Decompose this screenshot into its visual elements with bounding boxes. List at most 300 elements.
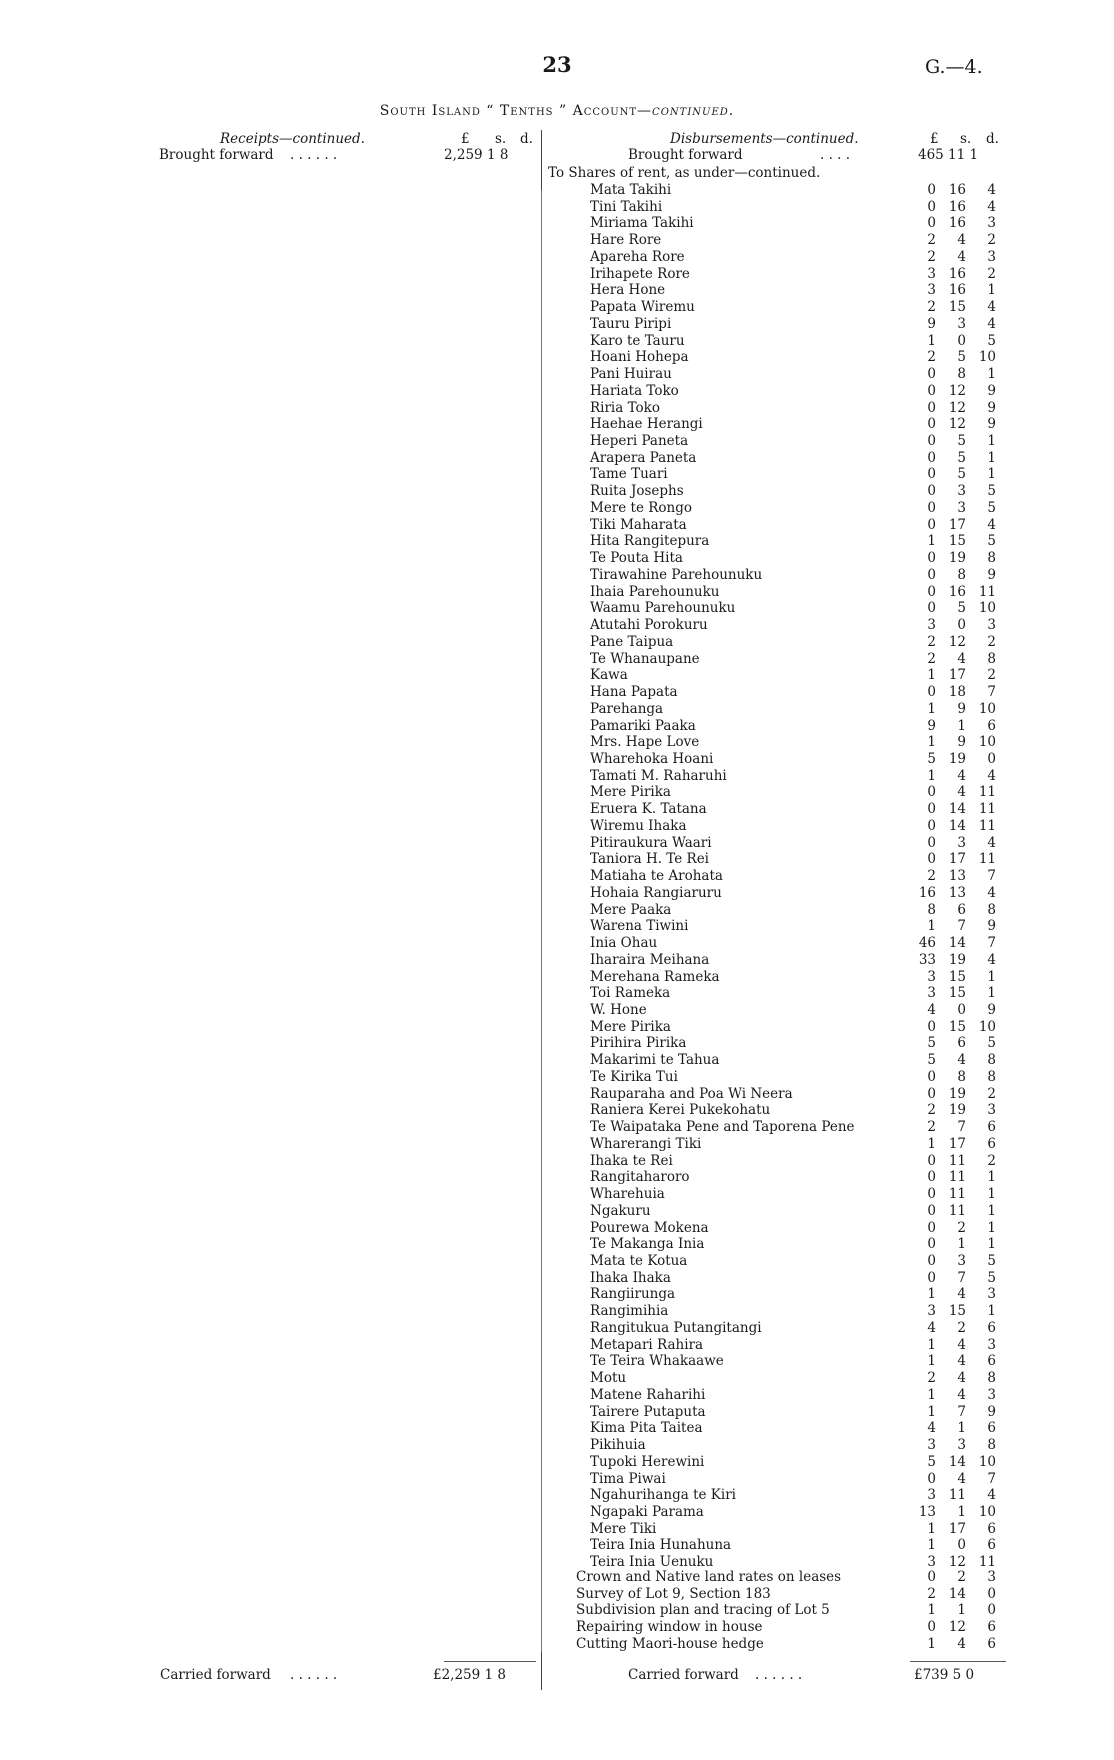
- table-row: [590, 249, 1010, 266]
- payee-name: Tupoki Herewini: [590, 1453, 705, 1470]
- amount-shillings: 5: [957, 349, 966, 366]
- payee-name: Mata Takihi: [590, 182, 672, 198]
- amount-pounds: 0: [927, 399, 936, 416]
- amount-pence: 3: [987, 1569, 996, 1585]
- table-row: [590, 299, 1010, 316]
- table-row: [590, 1320, 1010, 1337]
- table-row: [590, 1153, 1010, 1170]
- payee-name: Teira Inia Uenuku: [590, 1554, 714, 1571]
- amount-pounds: 1: [927, 700, 936, 717]
- amount-pence: 1: [987, 282, 996, 299]
- amount-pounds: 0: [927, 433, 936, 450]
- amount-pence: 1: [987, 1303, 996, 1320]
- table-row: [590, 1387, 1010, 1404]
- payee-name: Irihapete Rore: [590, 265, 690, 282]
- amount-shillings: 19: [948, 1085, 966, 1102]
- payee-name: Heperi Paneta: [590, 433, 689, 450]
- amount-shillings: 15: [948, 985, 966, 1002]
- amount-pounds: 4: [927, 1319, 936, 1336]
- payee-name: Pourewa Mokena: [590, 1219, 709, 1236]
- amount-shillings: 15: [948, 1018, 966, 1035]
- table-row: [590, 851, 1010, 868]
- amount-pounds: 1: [927, 1635, 936, 1652]
- amount-shillings: 16: [948, 198, 966, 215]
- disbursements-brought-forward-amount: 465 11 1: [918, 147, 979, 163]
- amount-shillings: 17: [948, 667, 966, 684]
- amount-pence: 7: [987, 935, 996, 952]
- amount-pounds: 0: [927, 583, 936, 600]
- amount-pounds: 46: [918, 935, 936, 952]
- payee-name: Wharehoka Hoani: [590, 750, 714, 767]
- amount-shillings: 7: [957, 1269, 966, 1286]
- payee-name: Haehae Herangi: [590, 416, 703, 433]
- amount-pounds: 4: [927, 1420, 936, 1437]
- amount-pence: 8: [987, 901, 996, 918]
- table-row: [590, 1454, 1010, 1471]
- receipts-pence-header: d.: [520, 131, 533, 147]
- amount-pounds: 1: [927, 1520, 936, 1537]
- amount-pence: 6: [987, 1537, 996, 1554]
- table-row: [590, 333, 1010, 350]
- amount-pence: 8: [987, 1052, 996, 1069]
- amount-pounds: 5: [927, 1052, 936, 1069]
- amount-pounds: 1: [927, 1286, 936, 1303]
- amount-shillings: 16: [948, 583, 966, 600]
- amount-shillings: 11: [948, 1169, 966, 1186]
- amount-pounds: 2: [927, 1585, 936, 1602]
- table-row: [590, 835, 1010, 852]
- amount-shillings: 19: [948, 750, 966, 767]
- amount-shillings: 19: [948, 550, 966, 567]
- payee-name: Te Waipataka Pene and Taporena Pene: [590, 1119, 855, 1136]
- amount-shillings: 4: [957, 650, 966, 667]
- amount-shillings: 8: [957, 366, 966, 383]
- table-row: [590, 1471, 1010, 1488]
- table-row: [590, 533, 1010, 550]
- amount-pounds: 0: [927, 366, 936, 383]
- table-row: [590, 316, 1010, 333]
- disbursements-shillings-header: s.: [960, 131, 972, 147]
- payee-name: Matiaha te Arohata: [590, 868, 723, 885]
- amount-shillings: 5: [957, 449, 966, 466]
- shares-table: [590, 182, 1010, 1571]
- amount-pence: 1: [987, 449, 996, 466]
- table-row: [590, 885, 1010, 902]
- payee-name: Iharaira Meihana: [590, 951, 710, 968]
- amount-shillings: 3: [957, 499, 966, 516]
- amount-pounds: 1: [927, 918, 936, 935]
- amount-pence: 9: [987, 1403, 996, 1420]
- amount-pounds: 5: [927, 1035, 936, 1052]
- payee-name: Rangitaharoro: [590, 1169, 690, 1186]
- amount-shillings: 2: [957, 1219, 966, 1236]
- amount-shillings: 7: [957, 918, 966, 935]
- payee-name: Subdivision plan and tracing of Lot 5: [576, 1602, 830, 1619]
- payee-name: Miriama Takihi: [590, 215, 694, 232]
- table-row: [590, 232, 1010, 249]
- disbursements-brought-forward-label: Brought forward: [628, 147, 743, 163]
- payee-name: Rangiirunga: [590, 1286, 676, 1303]
- amount-pence: 8: [987, 550, 996, 567]
- amount-shillings: 16: [948, 182, 966, 198]
- amount-pounds: 0: [927, 182, 936, 198]
- amount-shillings: 7: [957, 1403, 966, 1420]
- amount-shillings: 4: [957, 1353, 966, 1370]
- table-row: [590, 349, 1010, 366]
- payee-name: Parehanga: [590, 700, 664, 717]
- amount-shillings: 1: [957, 1236, 966, 1253]
- account-heading: [0, 103, 1114, 119]
- table-row: [590, 969, 1010, 986]
- amount-pence: 2: [987, 633, 996, 650]
- amount-pounds: 16: [918, 884, 936, 901]
- amount-pounds: 13: [918, 1504, 936, 1521]
- amount-pounds: 0: [927, 1202, 936, 1219]
- amount-pounds: 0: [927, 382, 936, 399]
- payee-name: Rangimihia: [590, 1303, 669, 1320]
- amount-pence: 7: [987, 868, 996, 885]
- heading-suffix: continued.: [652, 103, 735, 119]
- amount-pounds: 0: [927, 1569, 936, 1585]
- amount-shillings: 17: [948, 516, 966, 533]
- amount-pence: 9: [987, 399, 996, 416]
- amount-pounds: 2: [927, 1102, 936, 1119]
- table-row: [576, 1586, 996, 1603]
- payee-name: Tairere Putaputa: [590, 1403, 706, 1420]
- amount-pence: 7: [987, 684, 996, 701]
- amount-shillings: 14: [948, 817, 966, 834]
- amount-shillings: 16: [948, 265, 966, 282]
- table-row: [590, 1487, 1010, 1504]
- amount-pence: 2: [987, 667, 996, 684]
- amount-shillings: 2: [957, 1319, 966, 1336]
- table-row: [590, 1270, 1010, 1287]
- amount-shillings: 15: [948, 968, 966, 985]
- amount-shillings: 6: [957, 901, 966, 918]
- amount-pounds: 0: [927, 1619, 936, 1636]
- amount-shillings: 12: [948, 633, 966, 650]
- amount-shillings: 11: [948, 1202, 966, 1219]
- table-row: [576, 1619, 996, 1636]
- amount-shillings: 4: [957, 1052, 966, 1069]
- amount-shillings: 15: [948, 299, 966, 316]
- receipts-carried-forward-amount: £2,259 1 8: [433, 1667, 506, 1683]
- payee-name: Tirawahine Parehounuku: [590, 566, 763, 583]
- payee-name: Pani Huirau: [590, 366, 672, 383]
- payee-name: Ngapaki Parama: [590, 1504, 704, 1521]
- amount-shillings: 1: [957, 1504, 966, 1521]
- amount-pence: 10: [978, 600, 996, 617]
- disbursements-pounds-header: £: [930, 131, 939, 147]
- amount-shillings: 4: [957, 1336, 966, 1353]
- payee-name: Warena Tiwini: [590, 918, 689, 935]
- amount-shillings: 2: [957, 1569, 966, 1585]
- table-row: [590, 567, 1010, 584]
- table-row: [590, 1286, 1010, 1303]
- amount-pounds: 2: [927, 349, 936, 366]
- amount-pounds: 3: [927, 1437, 936, 1454]
- table-row: [590, 433, 1010, 450]
- table-row: [590, 1404, 1010, 1421]
- payee-name: Mere Pirika: [590, 1018, 671, 1035]
- amount-pence: 5: [987, 499, 996, 516]
- disbursements-pence-header: d.: [986, 131, 999, 147]
- receipts-title: Receipts—continued.: [220, 131, 365, 147]
- amount-pence: 0: [987, 1602, 996, 1619]
- amount-pence: 1: [987, 1186, 996, 1203]
- amount-pence: 11: [978, 784, 996, 801]
- table-row: [590, 517, 1010, 534]
- table-row: [590, 1052, 1010, 1069]
- amount-pounds: 2: [927, 248, 936, 265]
- table-row: [590, 1253, 1010, 1270]
- table-row: [590, 1537, 1010, 1554]
- amount-pounds: 0: [927, 784, 936, 801]
- amount-pence: 10: [978, 349, 996, 366]
- table-row: [576, 1602, 996, 1619]
- payee-name: Karo te Tauru: [590, 332, 685, 349]
- amount-pence: 3: [987, 617, 996, 634]
- payee-name: Pitiraukura Waari: [590, 834, 712, 851]
- amount-pounds: 0: [927, 1068, 936, 1085]
- payee-name: Hera Hone: [590, 282, 666, 299]
- table-row: [590, 584, 1010, 601]
- payee-name: Kawa: [590, 667, 628, 684]
- payee-name: Merehana Rameka: [590, 968, 720, 985]
- amount-pence: 1: [987, 985, 996, 1002]
- payee-name: Tiki Maharata: [590, 516, 687, 533]
- amount-pence: 6: [987, 1353, 996, 1370]
- amount-pounds: 0: [927, 1253, 936, 1269]
- payee-name: Te Pouta Hita: [590, 550, 683, 567]
- amount-pence: 1: [987, 1219, 996, 1236]
- amount-shillings: 1: [957, 717, 966, 734]
- amount-shillings: 16: [948, 282, 966, 299]
- amount-pence: 5: [987, 533, 996, 550]
- table-row: [590, 667, 1010, 684]
- amount-pence: 2: [987, 265, 996, 282]
- amount-pounds: 3: [927, 1487, 936, 1504]
- amount-pence: 9: [987, 416, 996, 433]
- amount-shillings: 18: [948, 684, 966, 701]
- amount-pence: 1: [987, 1236, 996, 1253]
- table-row: [590, 416, 1010, 433]
- amount-shillings: 4: [957, 232, 966, 249]
- receipts-shillings-header: s.: [495, 131, 507, 147]
- amount-pence: 3: [987, 248, 996, 265]
- receipts-total-rule: [444, 1661, 536, 1662]
- amount-shillings: 19: [948, 951, 966, 968]
- amount-pounds: 1: [927, 1135, 936, 1152]
- amount-pence: 6: [987, 1619, 996, 1636]
- amount-shillings: 13: [948, 868, 966, 885]
- amount-pence: 9: [987, 566, 996, 583]
- table-row: [590, 1353, 1010, 1370]
- amount-pounds: 0: [927, 1018, 936, 1035]
- table-row: [590, 1337, 1010, 1354]
- amount-pounds: 1: [927, 1602, 936, 1619]
- table-row: [590, 918, 1010, 935]
- amount-pounds: 0: [927, 1169, 936, 1186]
- amount-pounds: 0: [927, 449, 936, 466]
- amount-pence: 3: [987, 215, 996, 232]
- table-row: [590, 1002, 1010, 1019]
- amount-pounds: 0: [927, 1269, 936, 1286]
- amount-pounds: 1: [927, 533, 936, 550]
- payee-name: Hohaia Rangiaruru: [590, 884, 722, 901]
- payee-name: Raniera Kerei Pukekohatu: [590, 1102, 771, 1119]
- receipts-carried-forward-label: Carried forward: [160, 1667, 271, 1683]
- amount-pounds: 0: [927, 801, 936, 818]
- amount-pence: 4: [987, 834, 996, 851]
- amount-pounds: 3: [927, 1303, 936, 1320]
- amount-shillings: 1: [957, 1602, 966, 1619]
- amount-pounds: 0: [927, 834, 936, 851]
- receipts-pounds-header: £: [461, 131, 470, 147]
- table-row: [590, 1521, 1010, 1538]
- amount-shillings: 3: [957, 1253, 966, 1269]
- amount-pounds: 0: [927, 483, 936, 500]
- table-row: [590, 784, 1010, 801]
- amount-shillings: 14: [948, 935, 966, 952]
- amount-pence: 0: [987, 1585, 996, 1602]
- amount-pounds: 3: [927, 985, 936, 1002]
- amount-pounds: 0: [927, 215, 936, 232]
- amount-shillings: 4: [957, 248, 966, 265]
- amount-pence: 9: [987, 382, 996, 399]
- payee-name: Mrs. Hape Love: [590, 734, 700, 751]
- amount-shillings: 0: [957, 1537, 966, 1554]
- amount-shillings: 4: [957, 1635, 966, 1652]
- table-row: [590, 182, 1010, 199]
- disbursements-brought-forward-dots: . . . .: [820, 147, 851, 163]
- amount-pence: 10: [978, 734, 996, 751]
- amount-shillings: 15: [948, 1303, 966, 1320]
- amount-pounds: 0: [927, 684, 936, 701]
- amount-shillings: 15: [948, 533, 966, 550]
- table-row: [590, 751, 1010, 768]
- table-row: [590, 1169, 1010, 1186]
- payee-name: Ruita Josephs: [590, 483, 684, 500]
- amount-pounds: 5: [927, 1453, 936, 1470]
- payee-name: Taniora H. Te Rei: [590, 851, 710, 868]
- table-row: [590, 215, 1010, 232]
- amount-pence: 6: [987, 1520, 996, 1537]
- amount-pounds: 0: [927, 1236, 936, 1253]
- table-row: [590, 400, 1010, 417]
- table-row: [576, 1569, 996, 1586]
- page-number: 23: [542, 52, 572, 77]
- receipts-brought-forward-amount: 2,259 1 8: [444, 147, 509, 163]
- receipts-brought-forward-dots: . . . . . .: [290, 147, 338, 163]
- payee-name: Cutting Maori-house hedge: [576, 1635, 764, 1652]
- amount-pence: 6: [987, 1119, 996, 1136]
- amount-shillings: 17: [948, 1520, 966, 1537]
- amount-pounds: 1: [927, 1537, 936, 1554]
- table-row: [590, 734, 1010, 751]
- amount-shillings: 17: [948, 1135, 966, 1152]
- amount-shillings: 4: [957, 1286, 966, 1303]
- amount-pounds: 0: [927, 566, 936, 583]
- payee-name: Wharehuia: [590, 1186, 665, 1203]
- table-row: [590, 868, 1010, 885]
- table-row: [590, 952, 1010, 969]
- payee-name: Ihaka Ihaka: [590, 1269, 671, 1286]
- amount-pence: 6: [987, 1135, 996, 1152]
- amount-pence: 4: [987, 884, 996, 901]
- amount-pence: 1: [987, 466, 996, 483]
- amount-pounds: 1: [927, 1336, 936, 1353]
- amount-pounds: 3: [927, 1554, 936, 1571]
- amount-pence: 1: [987, 1202, 996, 1219]
- payee-name: Hoani Hohepa: [590, 349, 689, 366]
- amount-pounds: 0: [927, 851, 936, 868]
- amount-pounds: 4: [927, 1001, 936, 1018]
- table-row: [590, 818, 1010, 835]
- amount-pence: 4: [987, 767, 996, 784]
- payee-name: Tini Takihi: [590, 198, 663, 215]
- table-row: [590, 466, 1010, 483]
- payee-name: Kima Pita Taitea: [590, 1420, 703, 1437]
- payee-name: Tima Piwai: [590, 1470, 666, 1487]
- table-row: [590, 1102, 1010, 1119]
- amount-pence: 3: [987, 1102, 996, 1119]
- payee-name: Rauparaha and Poa Wi Neera: [590, 1085, 793, 1102]
- payee-name: Tame Tuari: [590, 466, 668, 483]
- table-row: [590, 282, 1010, 299]
- shares-heading: To Shares of rent, as under—continued.: [548, 165, 821, 181]
- amount-pence: 5: [987, 483, 996, 500]
- payee-name: Riria Toko: [590, 399, 660, 416]
- payee-name: Metapari Rahira: [590, 1336, 704, 1353]
- payee-name: Hare Rore: [590, 232, 662, 249]
- amount-pounds: 3: [927, 265, 936, 282]
- payee-name: Repairing window in house: [576, 1619, 763, 1636]
- amount-shillings: 11: [948, 1487, 966, 1504]
- amount-pence: 6: [987, 1635, 996, 1652]
- payee-name: Inia Ohau: [590, 935, 658, 952]
- amount-shillings: 16: [948, 215, 966, 232]
- payee-name: Ihaka te Rei: [590, 1152, 673, 1169]
- table-row: [590, 701, 1010, 718]
- amount-pence: 4: [987, 198, 996, 215]
- table-row: [590, 902, 1010, 919]
- amount-shillings: 8: [957, 1068, 966, 1085]
- amount-pounds: 2: [927, 633, 936, 650]
- payee-name: Mere Paaka: [590, 901, 672, 918]
- amount-pounds: 1: [927, 332, 936, 349]
- amount-shillings: 3: [957, 834, 966, 851]
- amount-pence: 4: [987, 299, 996, 316]
- payee-name: Mere te Rongo: [590, 499, 693, 516]
- amount-shillings: 12: [948, 1554, 966, 1571]
- payee-name: Hana Papata: [590, 684, 678, 701]
- amount-pounds: 1: [927, 1403, 936, 1420]
- table-row: [590, 1186, 1010, 1203]
- amount-pounds: 0: [927, 550, 936, 567]
- amount-shillings: 4: [957, 767, 966, 784]
- payee-name: Te Kirika Tui: [590, 1068, 678, 1085]
- heading-prefix: South Island “ Tenths ” Account—: [379, 103, 653, 119]
- amount-shillings: 12: [948, 416, 966, 433]
- receipts-carried-forward-dots: . . . . . .: [290, 1667, 338, 1683]
- payee-name: Mere Tiki: [590, 1520, 657, 1537]
- table-row: [590, 651, 1010, 668]
- amount-pence: 6: [987, 1420, 996, 1437]
- amount-pence: 8: [987, 1370, 996, 1387]
- table-row: [590, 684, 1010, 701]
- amount-pence: 4: [987, 516, 996, 533]
